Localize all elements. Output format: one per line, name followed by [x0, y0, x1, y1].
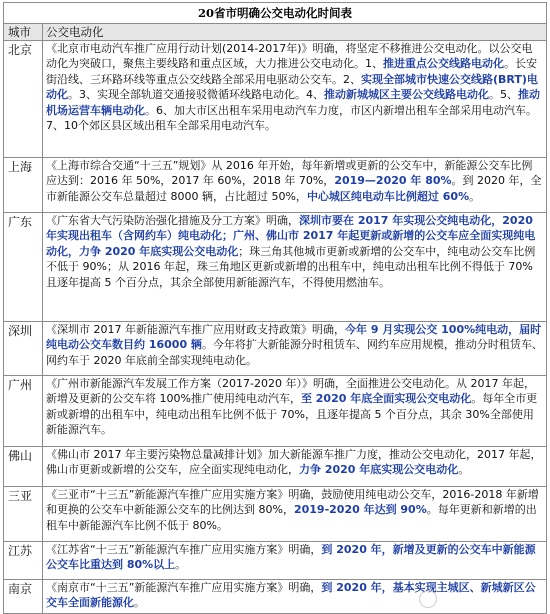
highlighted-text: 推进重点公交线路电动化 [383, 57, 504, 71]
policy-text-cell [43, 322, 547, 376]
highlighted-text: 至 2020 年底全面实现公交电动化 [300, 392, 472, 406]
policy-text: 《江苏省“十三五”新能源汽车推广应用实施方案》明确， [46, 543, 322, 556]
policy-text: 。每年全市更新或新增的出租车中，纯电动出租车比例不低于 70%，且逐年提高 5 个百分点，其余 30%全部使用新能源汽车。 [46, 392, 538, 437]
table-row [4, 580, 547, 614]
policy-text: 。 [469, 189, 481, 203]
policy-text: 《广东省大气污染防治强化措施及分工方案》明确， [46, 214, 299, 227]
policy-text: 《南京市“十三五”新能源汽车推广应用实施方案》明确， [46, 581, 322, 594]
policy-text-cell [43, 213, 547, 322]
table-header-row [4, 24, 547, 41]
document-sheet [3, 2, 547, 614]
city-cell: 深圳 [4, 322, 43, 376]
policy-text-cell [43, 487, 547, 542]
table-row [4, 158, 547, 213]
highlighted-text: 实现全部城市快速公交线路(BRT)电动化 [46, 72, 538, 102]
table-row [4, 376, 547, 447]
city-cell: 三亚 [4, 487, 43, 542]
policy-text-cell [43, 580, 547, 614]
policy-text: 。今年将扩大新能源分时租赁车、网约车应用规模，推动分时租赁车、网约车于 2020 年底前全部实现纯电动化。 [46, 338, 543, 367]
highlighted-text: 2019-2020 年达到 90% [293, 503, 427, 517]
policy-table [3, 23, 547, 614]
policy-table-body [4, 24, 547, 614]
city-cell: 上海 [4, 158, 43, 213]
highlighted-text: 2019—2020 年 80% [334, 174, 452, 188]
highlighted-text: 力争 2020 年底实现公交电动化 [299, 463, 459, 477]
city-cell: 佛山 [4, 447, 43, 487]
table-title: 20省市明确公交电动化时间表 [3, 2, 547, 23]
highlighted-text: 推动机场运营车辆电动化 [46, 88, 540, 117]
highlighted-text: 今年 9 月实现公交 100%纯电动，届时纯电动公交车数目约 16000 辆 [46, 323, 542, 352]
city-cell: 江苏 [4, 542, 43, 580]
table-row [4, 213, 547, 322]
policy-text: 《三亚市“十三五”新能源汽车推广应用实施方案》明确，鼓励使用纯电动公交车，2016-2018 年新增和更换的公交车中新能源公交车的比例达到 80%， [46, 488, 539, 517]
policy-text-cell [43, 376, 547, 447]
city-cell: 广州 [4, 376, 43, 447]
policy-text-cell [43, 542, 547, 580]
policy-text: 。5、 [489, 88, 518, 102]
policy-text: 《深圳市 2017 年新能源汽车推广应用财政支持政策》明确， [46, 323, 345, 336]
header-city: 城市 [4, 24, 43, 41]
table-row [4, 322, 547, 376]
highlighted-text: 到 2020 年，基本实现主城区、新城新区公交车全面新能源化 [46, 581, 536, 610]
highlighted-text: 中心城区纯电动车比例超过 60% [306, 189, 470, 203]
policy-text: 。每年更新和新增的出租车中新能源汽车比例不低于 80%。 [46, 503, 537, 532]
policy-text: 。长安街沿线、三环路环线等重点公交线路全部采用电驱动公交车。2、 [46, 57, 537, 86]
city-cell: 南京 [4, 580, 43, 614]
city-cell: 广东 [4, 213, 43, 322]
header-content: 公交电动化 [43, 24, 547, 41]
table-row [4, 41, 547, 158]
policy-text: 。到 2020 年，全市新能源公交车总量超过 8000 辆，占比超过 50%， [46, 174, 542, 203]
highlighted-text: 推动新城城区主要公交线路电动化 [324, 88, 489, 102]
policy-text-cell [43, 158, 547, 213]
policy-text-cell [43, 41, 547, 158]
policy-text: 《广州市新能源汽车发展工作方案（2017-2020 年）》明确，全面推进公交电动化。从 2017 年起，新增及更新的公交车将 100%推广使用纯电动汽车， [46, 377, 535, 406]
table-row [4, 542, 547, 580]
policy-text: 。 [458, 463, 470, 477]
policy-text: 《上海市综合交通“十三五”规划》从 2016 年开始，每年新增或更新的公交车中，新能源公交车比例应达到：2016 年 50%，2017 年 60%，2018 年 70%， [46, 159, 533, 188]
policy-text: 《北京市电动汽车推广应用行动计划(2014-2017年)》明确，将坚定不移推进公交电动化。以公交电动化为突破口，聚焦主要线路和重点区域，大力推进公交电动化。1、 [46, 42, 533, 71]
table-row [4, 447, 547, 487]
policy-text: 。3、实现全部轨道交通接驳微循环线路电动化。4、 [68, 88, 324, 102]
policy-text-cell [43, 447, 547, 487]
policy-text: 。6、加大市区出租车采用电动汽车力度，市区内新增出租车全部采用电动汽车。7、10个郊区县区域出租车全部采用电动汽车。 [46, 103, 537, 133]
highlighted-text: 到 2020 年，新增及更新的公交车中新能源公交车比重达到 80%以上 [46, 543, 536, 572]
policy-text: 。 [175, 558, 187, 572]
policy-text: ；珠三角其他城市更新或新增的公交车中，纯电动公交车比例不低于 90%；从 2016 年起，珠三角地区更新或新增的出租车中，纯电动出租车比例不得低于 70%且逐年提高 5 个百分点，其余全部使用新能源汽车，不得使用燃油车。 [46, 244, 536, 289]
policy-text: 《佛山市 2017 年主要污染物总量减排计划》加大新能源车推广力度，推动公交电动化，2017 年起，佛山市更新或新增的公交车，应全面实现纯电动化， [46, 448, 542, 477]
policy-text: 。 [134, 596, 145, 610]
table-row [4, 487, 547, 542]
highlighted-text: 深圳市要在 2017 年实现公交纯电动化，2020 年实现出租车（含网约车）纯电动化；广州、佛山市 2017 年起更新或新增的公交车应全面实现纯电动化，力争 2020 年底实现公交电动化 [46, 214, 536, 258]
city-cell: 北京 [4, 41, 43, 158]
